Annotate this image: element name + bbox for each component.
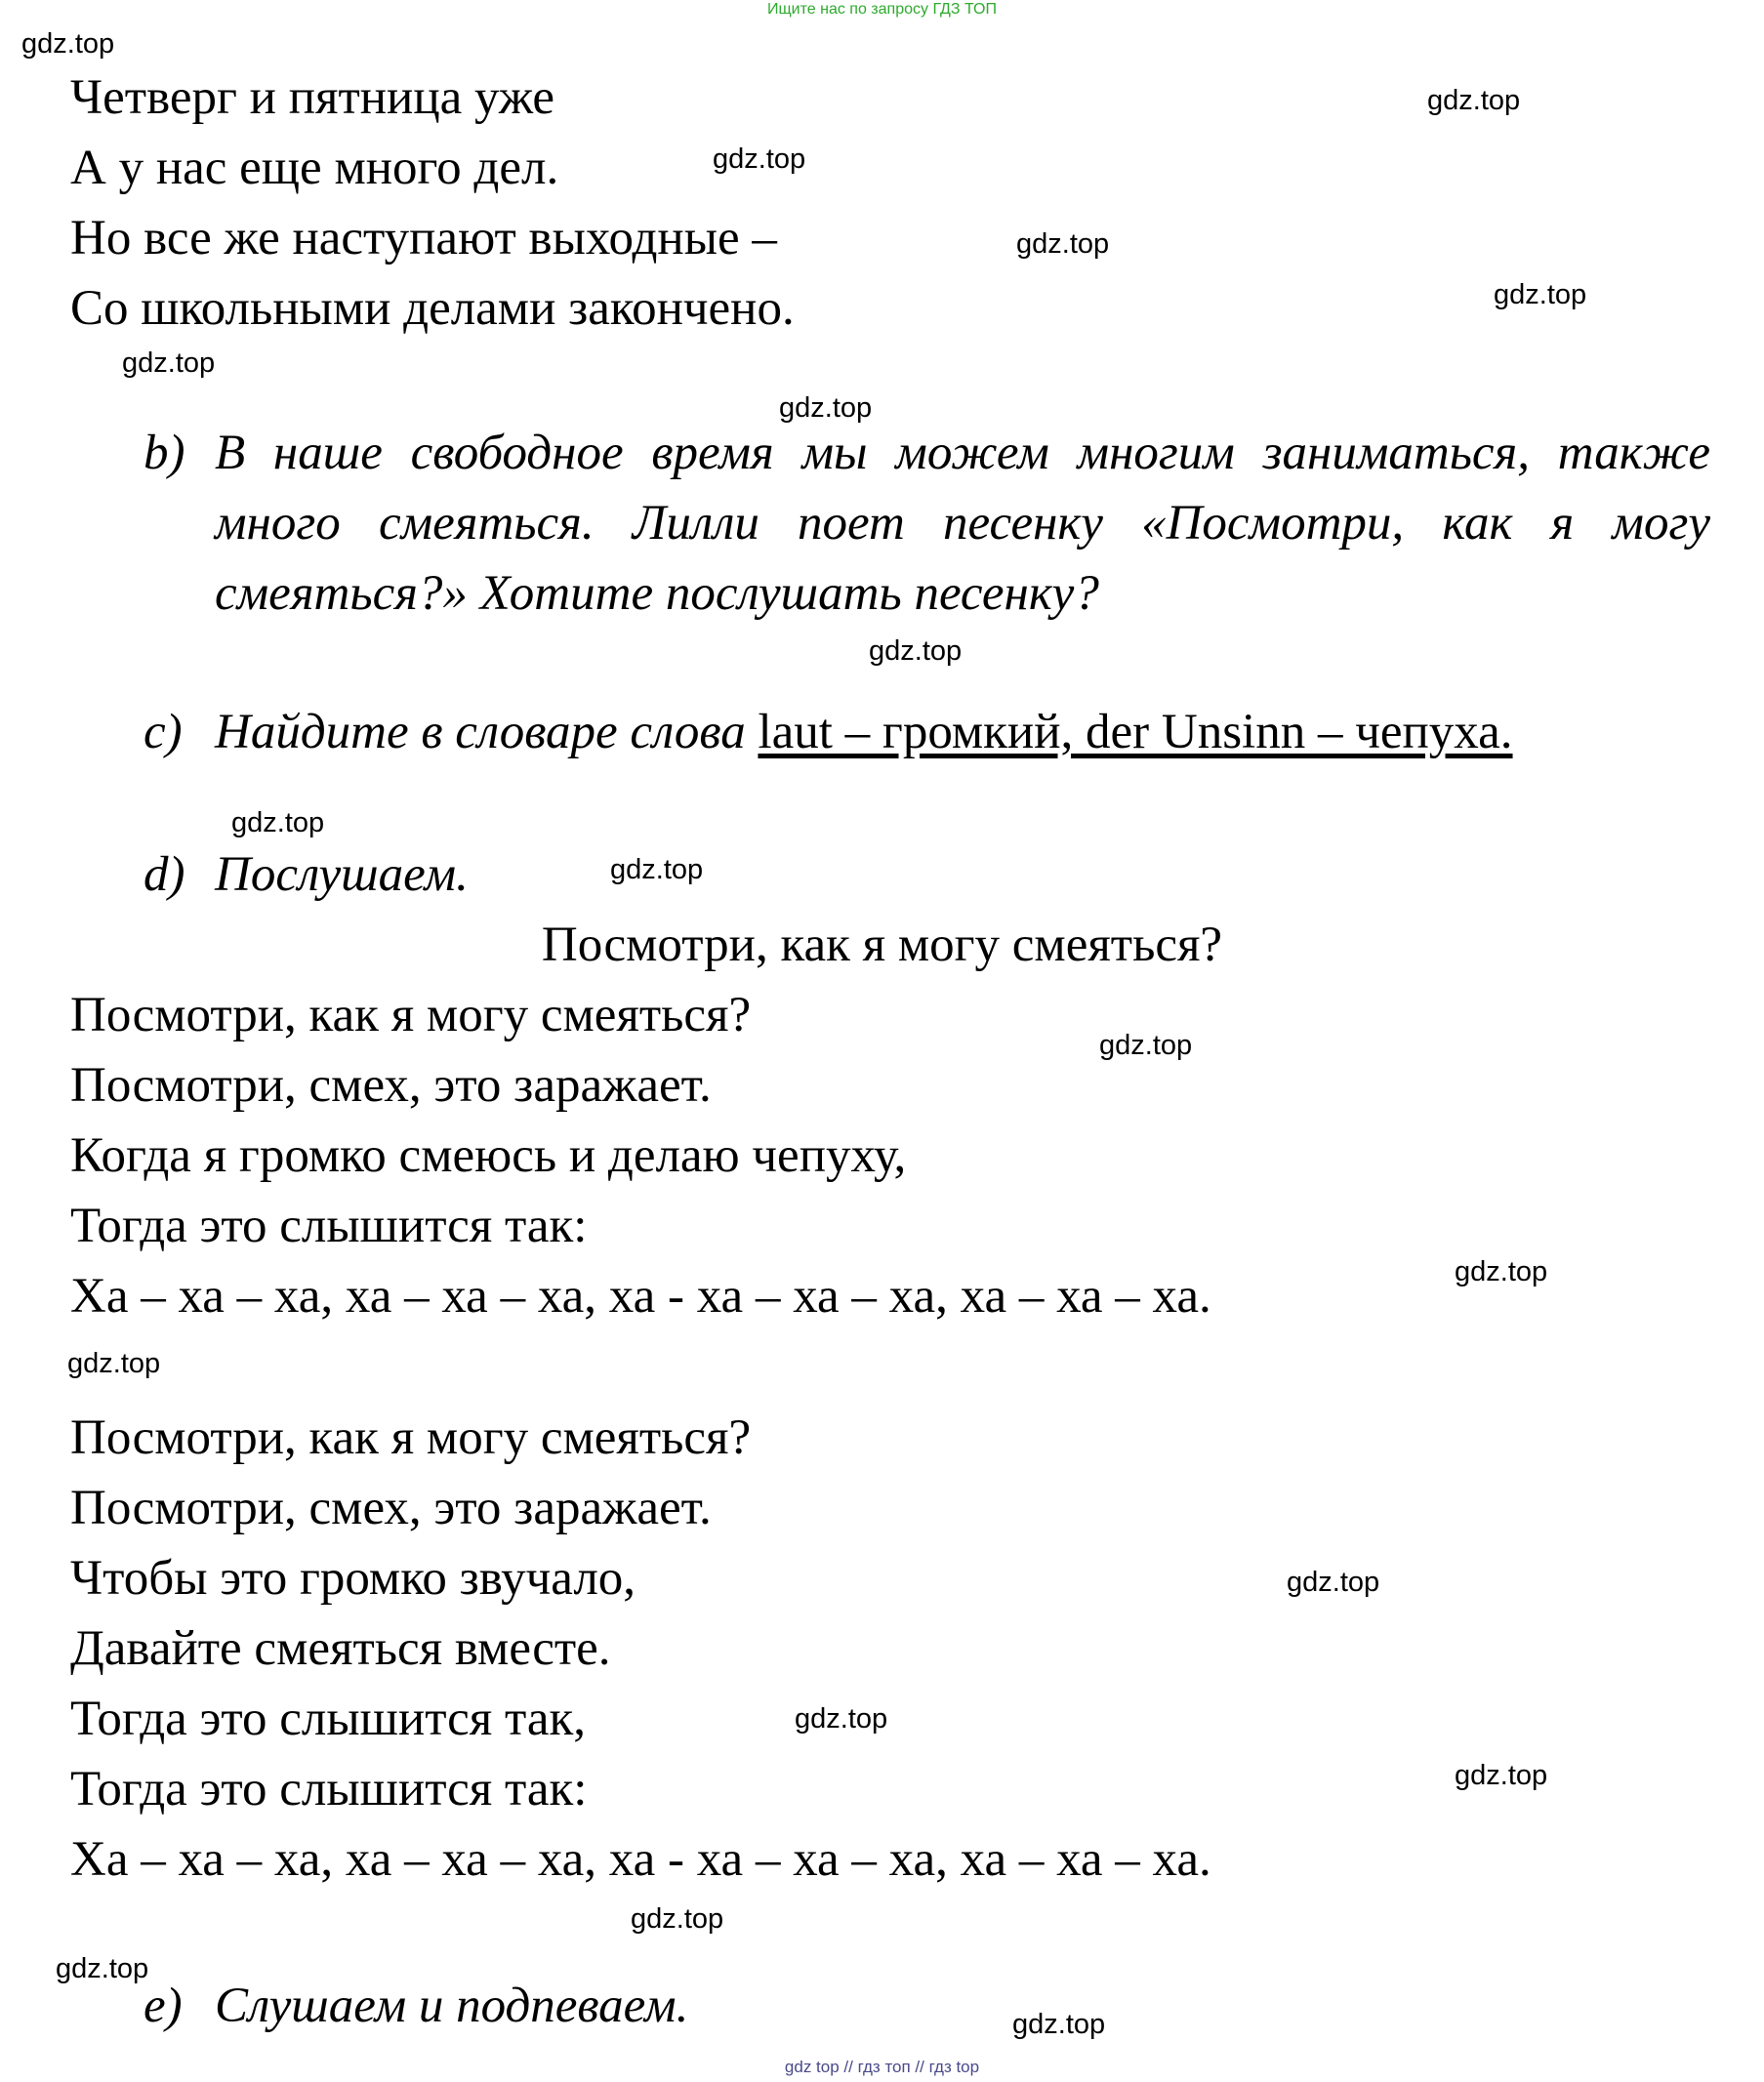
verse2-line-6: Тогда это слышится так: [70, 1762, 588, 1817]
task-c-label: c) [144, 705, 183, 759]
task-c-text: Найдите в словаре слова [215, 705, 759, 759]
task-e-text: Слушаем и подпеваем. [215, 1979, 689, 2033]
watermark: gdz.top [21, 28, 115, 60]
watermark: gdz.top [1012, 2009, 1106, 2040]
verse2-line-4: Давайте смеяться вместе. [70, 1621, 611, 1676]
watermark: gdz.top [56, 1953, 149, 1984]
task-b [144, 418, 1710, 629]
footer-watermark: gdz top // гдз топ // гдз top [784, 2058, 980, 2076]
task-b-text: В наше свободное время мы можем многим заниматься, также много смеяться. Лилли поет песенку «Посмотри, как я могу смеяться?» Хотите послушать песенку? [215, 426, 1710, 621]
verse2-line-5: Тогда это слышится так, [70, 1692, 587, 1746]
verse1-line-1: Посмотри, как я могу смеяться? [70, 988, 752, 1042]
watermark: gdz.top [1455, 1256, 1548, 1287]
watermark: gdz.top [1287, 1567, 1380, 1598]
task-d-text: Послушаем. [215, 847, 469, 902]
watermark: gdz.top [795, 1703, 888, 1735]
watermark: gdz.top [631, 1903, 724, 1935]
task-e [144, 1977, 688, 2035]
verse1-line-5: Ха – ха – ха, ха – ха – ха, ха - ха – ха – ха, ха – ха – ха. [70, 1269, 1211, 1324]
task-b-label: b) [144, 426, 185, 480]
verse2-line-2: Посмотри, смех, это заражает. [70, 1481, 712, 1535]
poem1-line-1: Четверг и пятница уже [70, 70, 555, 125]
task-c-dictionary-words: laut – громкий, der Unsinn – чепуха. [758, 705, 1513, 759]
watermark: gdz.top [1455, 1760, 1548, 1791]
watermark: gdz.top [779, 392, 873, 424]
task-d-label: d) [144, 847, 185, 902]
watermark: gdz.top [1016, 228, 1110, 260]
watermark: gdz.top [869, 635, 963, 667]
task-e-label: e) [144, 1979, 183, 2033]
watermark: gdz.top [231, 807, 325, 838]
watermark: gdz.top [1099, 1030, 1193, 1061]
verse1-line-2: Посмотри, смех, это заражает. [70, 1058, 712, 1113]
task-d [144, 845, 469, 904]
watermark: gdz.top [67, 1348, 161, 1379]
poem1-line-3: Но все же наступают выходные – [70, 211, 777, 265]
watermark: gdz.top [610, 854, 704, 885]
poem1-line-4: Со школьными делами закончено. [70, 281, 795, 336]
poem1-line-2: А у нас еще много дел. [70, 141, 559, 195]
verse1-line-4: Тогда это слышится так: [70, 1199, 588, 1253]
watermark: gdz.top [1494, 279, 1587, 310]
verse2-line-3: Чтобы это громко звучало, [70, 1551, 636, 1606]
verse2-line-7: Ха – ха – ха, ха – ха – ха, ха - ха – ха – ха, ха – ха – ха. [70, 1832, 1211, 1887]
search-banner: Ищите нас по запросу ГДЗ ТОП [767, 1, 997, 18]
watermark: gdz.top [122, 347, 216, 379]
song-title: Посмотри, как я могу смеяться? [541, 918, 1223, 972]
verse2-line-1: Посмотри, как я могу смеяться? [70, 1410, 752, 1465]
watermark: gdz.top [1427, 85, 1521, 116]
watermark: gdz.top [713, 143, 806, 175]
verse1-line-3: Когда я громко смеюсь и делаю чепуху, [70, 1128, 907, 1183]
task-c [144, 703, 1513, 761]
